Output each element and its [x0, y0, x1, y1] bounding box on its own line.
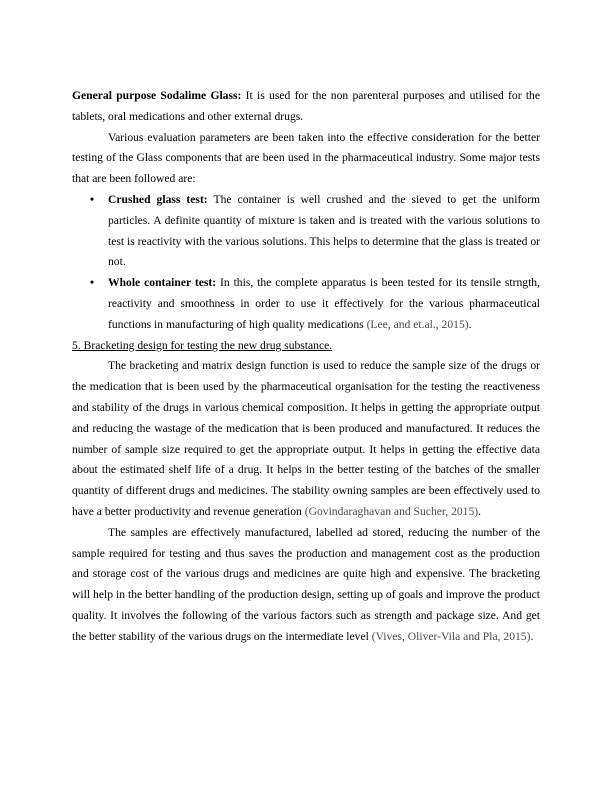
bullet-icon: •	[90, 276, 95, 290]
samples-text: The samples are effectively manufactured, labelled ad stored, reducing the number of the sample required for testing and thus saves the production and management cost as the production and storage cost of the various drugs and medicines are quite high and expensive. The bracketing will help in the better handling of the production design, setting up of goals and improve the product quality. It involves the following of the various factors such as strength and package size. And get the better stability of the various drugs on the intermediate level	[72, 525, 540, 643]
sentence-end: .	[468, 317, 472, 331]
bullet-icon: •	[90, 192, 95, 206]
intro-text: It is used for the non parenteral purposes and utilised for the tablets, oral medications and other external drugs.	[72, 89, 540, 123]
bullet-text: In this, the complete apparatus is been tested for its tensile strngth, reactivity and smoothness in order to use it effectively for the various pharmaceutical functions in manufacturing of high quality medications	[108, 276, 541, 331]
samples-paragraph	[72, 523, 540, 648]
sentence-end: .	[478, 504, 482, 518]
tests-paragraph: Various evaluation parameters are been taken into the effective consideration for the better testing of the Glass components that are been used in the pharmaceutical industry. Some major tests that are been followed are:	[72, 130, 540, 186]
tests-list	[72, 190, 540, 336]
citation: (Vives, Oliver-Vila and Pla, 2015)	[371, 629, 531, 643]
intro-term: General purpose Sodalime Glass:	[72, 89, 242, 102]
sentence-end: .	[530, 629, 534, 643]
section-heading: 5. Bracketing design for testing the new drug substance.	[72, 338, 333, 352]
document-page	[72, 86, 540, 648]
citation: (Lee, and et.al., 2015)	[366, 317, 469, 331]
bracketing-text: The bracketing and matrix design function is used to reduce the sample size of the drugs or the medication that is been used by the pharmaceutical organisation for the testing the reactiveness and stability of the drugs in various chemical composition. It helps in getting the appropriate output and reducing the wastage of the medication that is been produced and manufactured. It reduces the number of sample size required to get the appropriate output. It helps in getting the effective data about the estimated shelf life of a drug. It helps in the better testing of the batches of the smaller quantity of different drugs and medicines. The stability owning samples are been effectively used to have a better productivity and revenue generation	[72, 359, 540, 518]
bracketing-paragraph	[72, 356, 540, 522]
list-item	[72, 190, 540, 273]
bullet-text: The container is well crushed and the sieved to get the uniform particles. A definite quantity of mixture is taken and is treated with the various solutions to test is reactivity with the various solutions. This helps to determine that the glass is treated or not.	[108, 192, 540, 269]
bullet-term: Whole container test:	[108, 276, 217, 290]
bullet-term: Crushed glass test:	[108, 192, 208, 206]
citation: (Govindaraghavan and Sucher, 2015)	[304, 504, 479, 518]
intro-paragraph	[72, 86, 540, 128]
list-item	[72, 273, 540, 335]
